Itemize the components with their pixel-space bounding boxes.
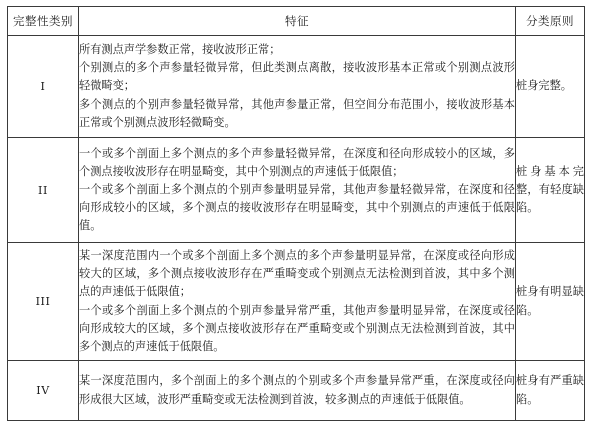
- principle-text: 桩身有严重缺陷。: [516, 374, 584, 406]
- cell-principle-4: [516, 361, 585, 421]
- table-row: [8, 36, 585, 138]
- cell-category-4: IV: [8, 361, 79, 421]
- cell-features-4: [79, 361, 516, 421]
- feature-line: 所有测点声学参数正常，接收波形正常；: [79, 43, 281, 57]
- column-header-features: 特征: [79, 7, 516, 36]
- cell-principle-3: [516, 243, 585, 361]
- table-row: [8, 243, 585, 361]
- cell-features-3: [79, 243, 516, 361]
- principle-text: 桩身有明显缺陷。: [516, 285, 584, 317]
- table-row: [8, 138, 585, 243]
- cell-features-2: [79, 138, 516, 243]
- cell-category-3: III: [8, 243, 79, 361]
- integrity-classification-table: [7, 6, 585, 421]
- cell-category-1: I: [8, 36, 79, 138]
- column-header-principle: 分类原则: [516, 7, 585, 36]
- feature-line: 某一深度范围内，多个剖面上的多个测点的个别或多个声参量异常严重，在深度或径向形成很大区域，波形严重畸变或无法检测到首波，较多测点的声速低于低限值。: [79, 374, 515, 406]
- feature-line: 一个或多个剖面上多个测点的个别声参量异常严重，其他声参量明显异常，在深度或径向形成较大的区域，多个测点接收波形存在严重畸变或个别测点无法检测到首波，其中多个测点的声速低于低限值。: [79, 303, 515, 353]
- integrity-table-container: [7, 6, 584, 421]
- feature-line: 多个测点的个别声参量轻微异常，其他声参量正常，但空间分布范围小，接收波形基本正常或个别测点波形轻微畸变。: [79, 97, 515, 129]
- feature-line: 一个或多个剖面上多个测点的个别声参量明显异常，其他声参量轻微异常，在深度和径向形成较小的区域，多个测点的接收波形存在明显畸变，其中个别测点的声速低于低限值。: [79, 182, 515, 233]
- table-row: [8, 361, 585, 421]
- principle-text: 桩身基本完整，有轻度缺陷。: [516, 164, 584, 215]
- column-header-category: 完整性类别: [8, 7, 79, 36]
- table-header: [8, 7, 585, 36]
- cell-principle-2: [516, 138, 585, 243]
- principle-text: 桩身完整。: [516, 79, 572, 93]
- feature-line: 个别测点的多个声参量轻微异常，但此类测点离散，接收波形基本正常或个别测点波形轻微畸变；: [79, 61, 515, 93]
- table-body: [8, 36, 585, 421]
- feature-line: 某一深度范围内一个或多个剖面上多个测点的多个声参量明显异常，在深度或径向形成较大的区域，多个测点接收波形存在严重畸变或个别测点无法检测到首波，其中多个测点的声速低于低限值；: [79, 249, 515, 299]
- cell-category-2: II: [8, 138, 79, 243]
- cell-features-1: [79, 36, 516, 138]
- table-header-row: [8, 7, 585, 36]
- cell-principle-1: [516, 36, 585, 138]
- feature-line: 一个或多个剖面上多个测点的多个声参量轻微异常，在深度和径向形成较小的区域，多个测点接收波形存在明显畸变，其中个别测点的声速低于低限值；: [79, 146, 515, 178]
